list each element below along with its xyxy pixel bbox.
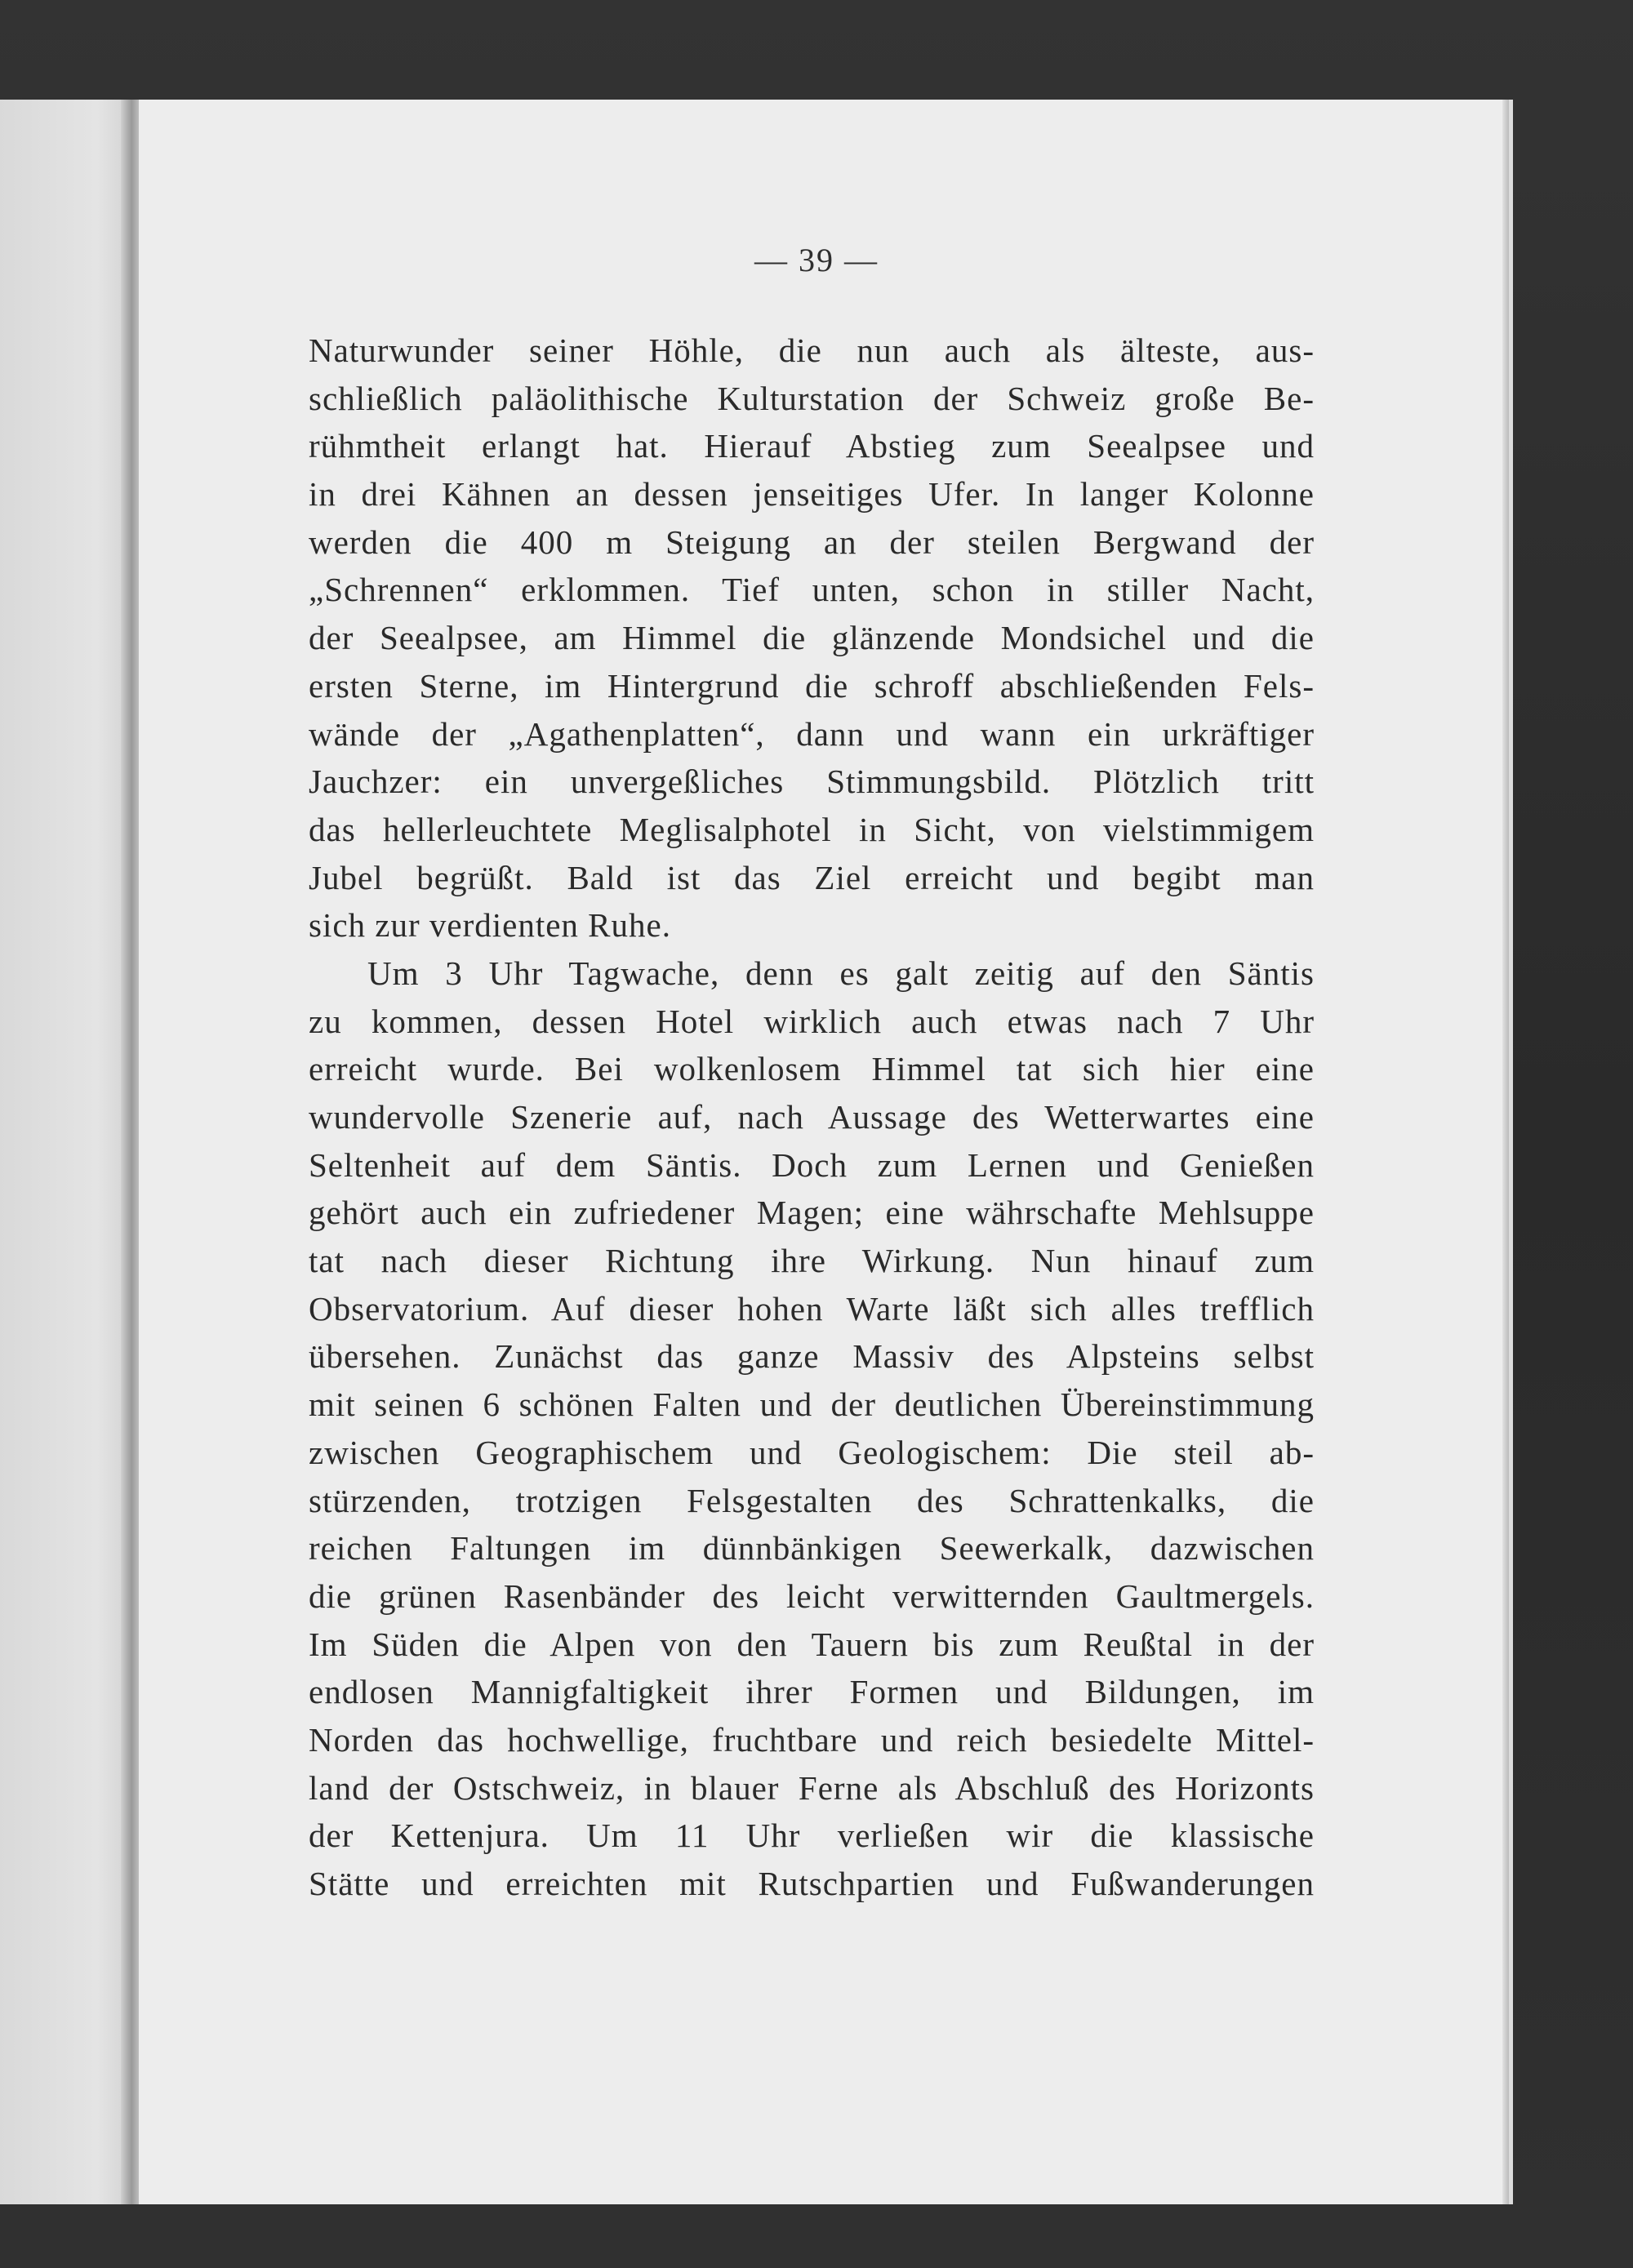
text-line: wände der „Agathenplatten“, dann und wann ein urkräftiger [309, 714, 1315, 753]
text-line: land der Ostschweiz, in blauer Ferne als Abschluß des Horizonts [309, 1768, 1315, 1807]
text-line: erreicht wurde. Bei wolkenlosem Himmel tat sich hier eine [309, 1050, 1315, 1088]
text-line: „Schrennen“ erklommen. Tief unten, schon in stiller Nacht, [309, 571, 1315, 609]
text-line: Jubel begrüßt. Bald ist das Ziel erreicht und begibt man [309, 858, 1315, 896]
text-line: zu kommen, dessen Hotel wirklich auch etwas nach 7 Uhr [309, 1002, 1315, 1040]
facing-page-edge [0, 100, 139, 2204]
text-line: stürzenden, trotzigen Felsgestalten des Schrattenkalks, die [309, 1481, 1315, 1519]
text-line: das hellerleuchtete Meglisalphotel in Sicht, von vielstimmigem [309, 810, 1315, 848]
page-number: — 39 — [754, 242, 879, 278]
text-line: in drei Kähnen an dessen jenseitiges Ufer. In langer Kolonne [309, 475, 1315, 514]
text-line: die grünen Rasenbänder des leicht verwitternden Gaultmergels. [309, 1576, 1315, 1615]
text-line: übersehen. Zunächst das ganze Massiv des Alpsteins selbst [309, 1337, 1315, 1376]
text-line: zwischen Geographischem und Geologischem: Die steil ab- [309, 1433, 1315, 1471]
text-line: der Kettenjura. Um 11 Uhr verließen wir die klassische [309, 1817, 1315, 1855]
text-line: rühmtheit erlangt hat. Hierauf Abstieg zum Seealpsee und [309, 427, 1315, 465]
text-line: endlosen Mannigfaltigkeit ihrer Formen und Bildungen, im [309, 1673, 1315, 1711]
page-edge-shadow [1502, 100, 1509, 2204]
text-line: Jauchzer: ein unvergeßliches Stimmungsbild. Plötzlich tritt [309, 763, 1315, 801]
text-line: Norden das hochwellige, fruchtbare und reich besiedelte Mittel- [309, 1720, 1315, 1759]
text-line: mit seinen 6 schönen Falten und der deutlichen Übereinstimmung [309, 1385, 1315, 1424]
book-gutter [121, 100, 139, 2204]
text-line: reichen Faltungen im dünnbänkigen Seewerkalk, dazwischen [309, 1529, 1315, 1568]
text-line: schließlich paläolithische Kulturstation der Schweiz große Be- [309, 379, 1315, 417]
text-line: Im Süden die Alpen von den Tauern bis zum Reußtal in der [309, 1625, 1315, 1663]
text-line-paragraph-start: Um 3 Uhr Tagwache, denn es galt zeitig auf den Säntis [367, 954, 1315, 992]
text-line: der Seealpsee, am Himmel die glänzende Mondsichel und die [309, 619, 1315, 657]
text-line: gehört auch ein zufriedener Magen; eine währschafte Mehlsuppe [309, 1194, 1315, 1232]
text-line: Seltenheit auf dem Säntis. Doch zum Lernen und Genießen [309, 1145, 1315, 1184]
text-line: wundervolle Szenerie auf, nach Aussage des Wetterwartes eine [309, 1098, 1315, 1136]
text-line: sich zur verdienten Ruhe. [309, 906, 671, 945]
text-line: ersten Sterne, im Hintergrund die schroff abschließenden Fels- [309, 666, 1315, 705]
text-line: Observatorium. Auf dieser hohen Warte läßt sich alles trefflich [309, 1289, 1315, 1327]
text-line: Naturwunder seiner Höhle, die nun auch als älteste, aus- [309, 331, 1315, 369]
text-line: tat nach dieser Richtung ihre Wirkung. Nun hinauf zum [309, 1242, 1315, 1280]
text-line: Stätte und erreichten mit Rutschpartien und Fußwanderungen [309, 1865, 1315, 1902]
body-text [309, 327, 1315, 1908]
text-line: werden die 400 m Steigung an der steilen Bergwand der [309, 523, 1315, 561]
